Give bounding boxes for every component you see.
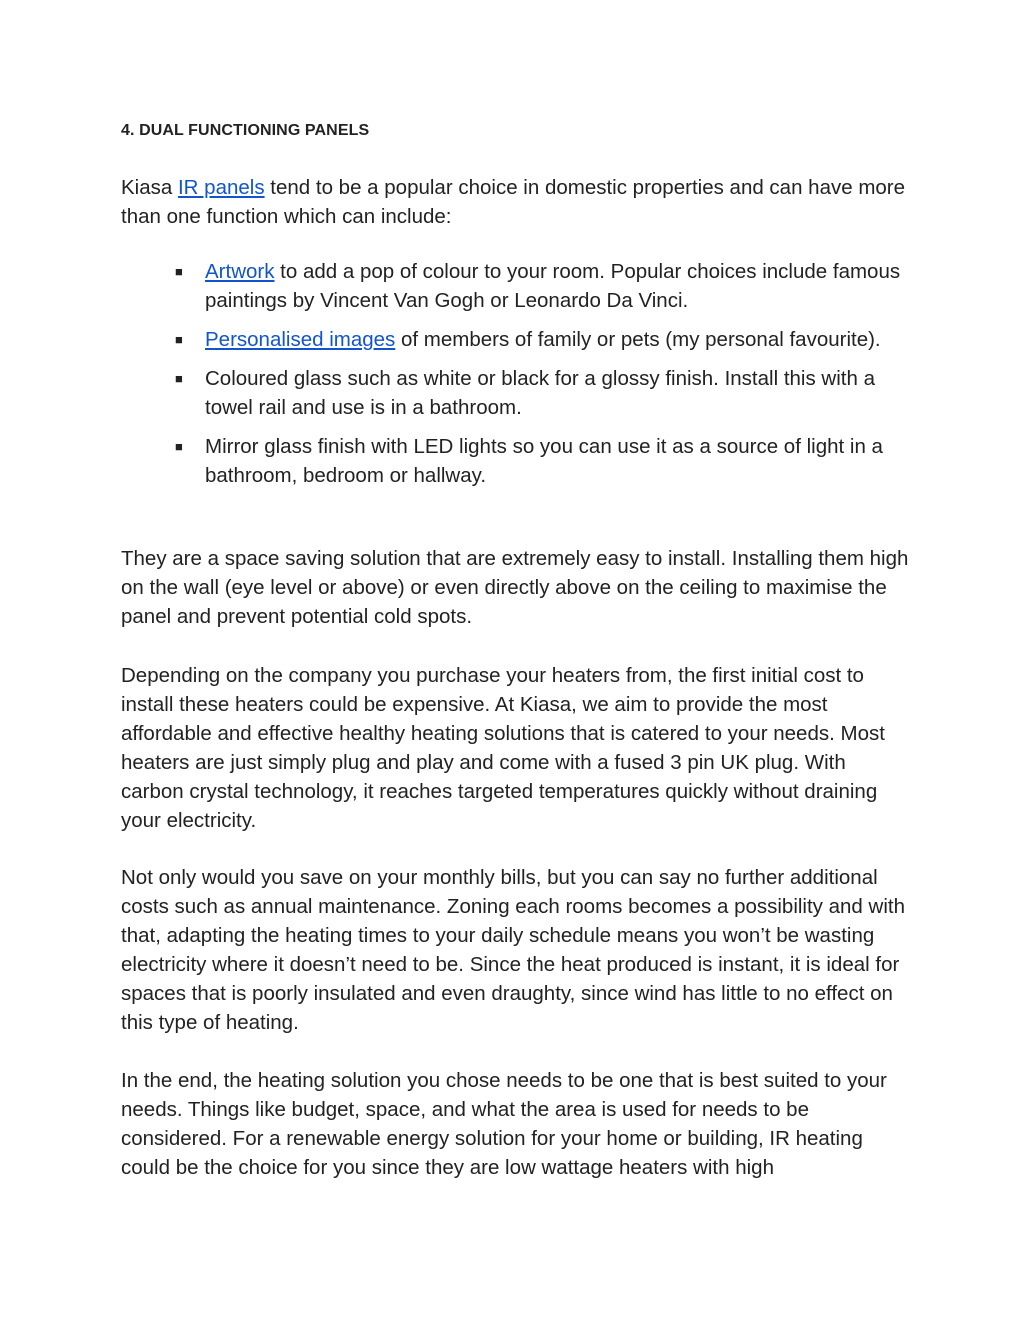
intro-paragraph — [121, 173, 911, 231]
ir-panels-link[interactable]: IR panels — [177, 176, 265, 199]
body-paragraph: They are a space saving solution that are extremely easy to install. Installing them high on the wall (eye level or above) or even directly above on the ceiling to maximise the panel and prevent potential cold spots. — [121, 547, 909, 628]
list-item — [121, 432, 911, 490]
intro-text-after: tend to be a popular choice in domestic properties and can have more than one function which can include: — [121, 176, 906, 228]
square-bullet-icon: ■ — [175, 439, 183, 454]
square-bullet-icon: ■ — [175, 371, 183, 386]
section-heading: 4. DUAL FUNCTIONING PANELS — [121, 122, 370, 139]
bullet-text: of members of family or pets (my personal favourite). — [395, 328, 881, 351]
body-paragraph: In the end, the heating solution you chose needs to be one that is best suited to your needs. Things like budget, space, and what the area is used for needs to be considered. For a renewable energy solution for your home or building, IR heating could be the choice for you since they are low wattage heaters with high — [121, 1069, 887, 1179]
bullet-text: to add a pop of colour to your room. Popular choices include famous paintings by Vincent Van Gogh or Leonardo Da Vinci. — [205, 260, 901, 312]
personalised-images-link[interactable]: Personalised images — [205, 328, 396, 351]
bullet-list — [121, 257, 911, 500]
square-bullet-icon: ■ — [175, 264, 183, 279]
bullet-text: Coloured glass such as white or black for a glossy finish. Install this with a towel rail and use is in a bathroom. — [205, 367, 875, 419]
list-item — [121, 325, 911, 354]
list-item — [121, 364, 911, 422]
body-paragraph: Not only would you save on your monthly bills, but you can say no further additional costs such as annual maintenance. Zoning each rooms becomes a possibility and with that, adapting the heating times to your daily schedule means you won’t be wasting electricity where it doesn’t need to be. Since the heat produced is instant, it is ideal for spaces that is poorly insulated and even draughty, since wind has little to no effect on this type of heating. — [121, 866, 905, 1034]
list-item — [121, 257, 911, 315]
intro-text-before: Kiasa — [121, 176, 178, 199]
square-bullet-icon: ■ — [175, 332, 183, 347]
body-paragraph: Depending on the company you purchase your heaters from, the first initial cost to install these heaters could be expensive. At Kiasa, we aim to provide the most affordable and effective healthy heating solutions that is catered to your needs. Most heaters are just simply plug and play and come with a fused 3 pin UK plug. With carbon crystal technology, it reaches targeted temperatures quickly without draining your electricity. — [121, 664, 885, 832]
artwork-link[interactable]: Artwork — [205, 260, 275, 283]
bullet-text: Mirror glass finish with LED lights so you can use it as a source of light in a bathroom, bedroom or hallway. — [205, 435, 883, 487]
